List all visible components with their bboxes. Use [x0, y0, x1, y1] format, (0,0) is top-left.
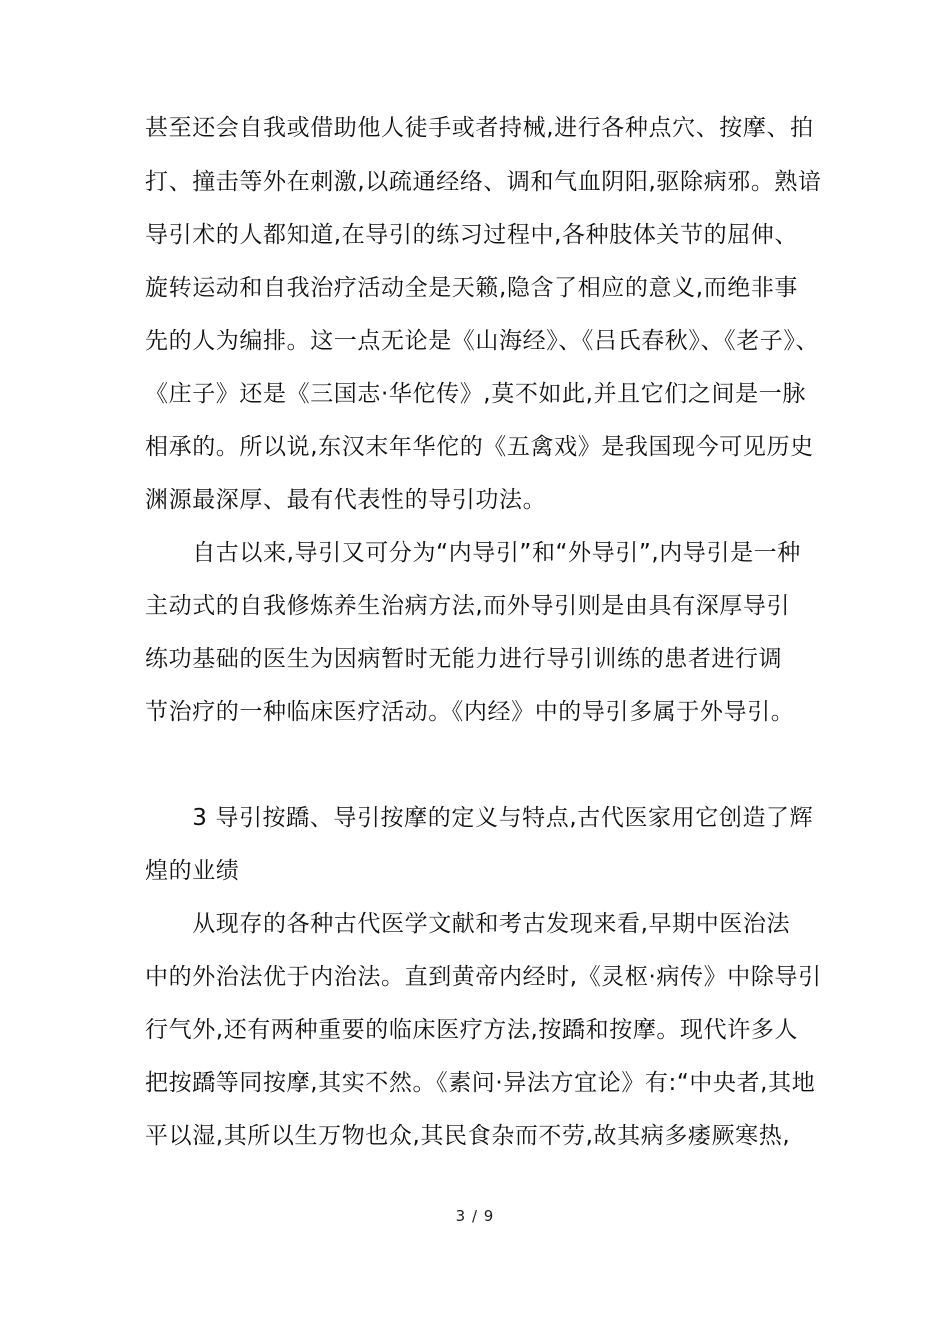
text-line: 练功基础的医生为因病暂时无能力进行导引训练的患者进行调 — [145, 646, 783, 672]
page-number: 3 / 9 — [455, 1207, 495, 1225]
text-line: 自古以来,导引又可分为“内导引”和“外导引”,内导引是一种 — [145, 540, 801, 566]
section-heading-line: 3 导引按蹻、导引按摩的定义与特点,古代医家用它创造了辉 — [145, 805, 814, 831]
text-line: 打、撞击等外在刺激,以疏通经络、调和气血阴阳,驱除病邪。熟谙 — [145, 169, 822, 195]
text-line: 节治疗的一种临床医疗活动。《内经》中的导引多属于外导引。 — [145, 699, 795, 725]
text-line: 渊源最深厚、最有代表性的导引功法。 — [145, 487, 547, 513]
text-line: 中的外治法优于内治法。直到黄帝内经时,《灵枢·病传》中除导引 — [145, 964, 822, 990]
text-line: 甚至还会自我或借助他人徒手或者持械,进行各种点穴、按摩、拍 — [145, 115, 814, 141]
text-line: 《庄子》还是《三国志·华佗传》,莫不如此,并且它们之间是一脉 — [145, 381, 806, 407]
text-line: 相承的。所以说,东汉末年华佗的《五禽戏》是我国现今可见历史 — [145, 434, 814, 460]
text-line: 把按蹻等同按摩,其实不然。《素问·异法方宜论》有:“中央者,其地 — [145, 1070, 816, 1096]
text-line: 行气外,还有两种重要的临床医疗方法,按蹻和按摩。现代许多人 — [145, 1017, 799, 1043]
text-line: 从现存的各种古代医学文献和考古发现来看,早期中医治法 — [145, 911, 791, 937]
text-line: 导引术的人都知道,在导引的练习过程中,各种肢体关节的屈伸、 — [145, 222, 799, 248]
text-line: 先的人为编排。这一点无论是《山海经》、《吕氏春秋》、《老子》、 — [145, 328, 820, 354]
section-heading-line: 煌的业绩 — [145, 858, 240, 884]
text-line: 旋转运动和自我治疗活动全是天籁,隐含了相应的意义,而绝非事 — [145, 275, 799, 301]
text-line: 平以湿,其所以生万物也众,其民食杂而不劳,故其病多痿厥寒热, — [145, 1123, 791, 1149]
text-line: 主动式的自我修炼养生治病方法,而外导引则是由具有深厚导引 — [145, 593, 791, 619]
